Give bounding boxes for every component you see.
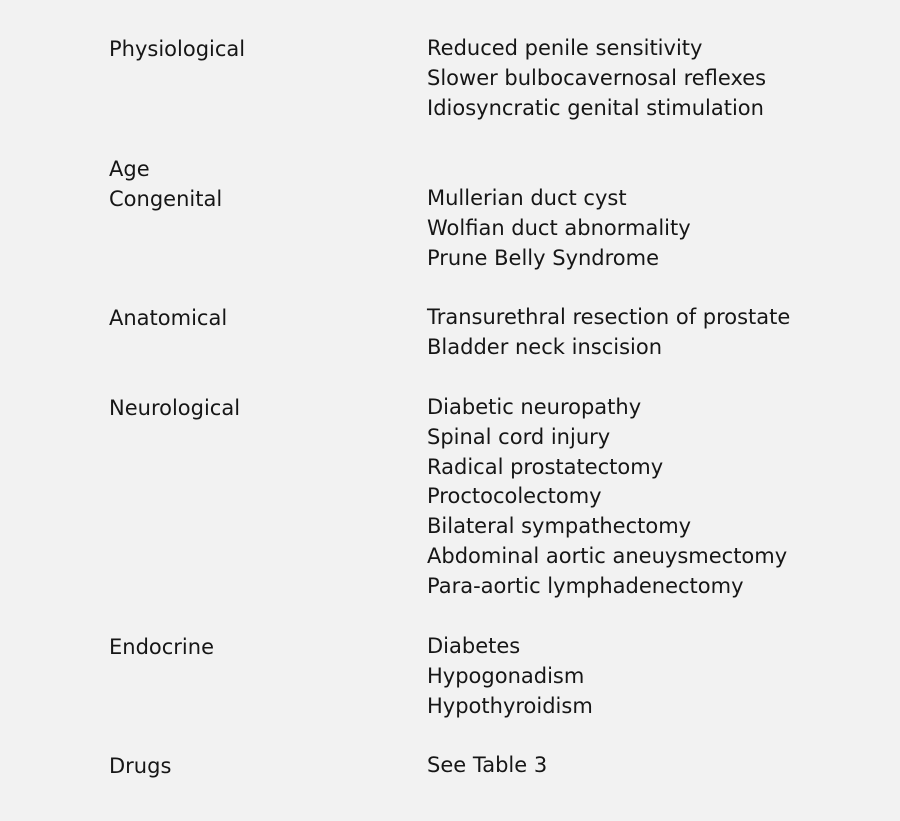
- cause-list: [427, 184, 691, 273]
- cause-list: [427, 34, 766, 123]
- cause-item: Diabetes: [427, 634, 521, 658]
- cause-item: Radical prostatectomy: [427, 454, 664, 479]
- cause-item: Bladder neck inscision: [427, 334, 663, 359]
- category-label: Age: [109, 157, 150, 181]
- cause-item: Para-aortic lymphadenectomy: [427, 573, 744, 598]
- cause-list: [427, 632, 593, 721]
- cause-item: Hypogonadism: [427, 663, 585, 688]
- cause-item: Diabetic neuropathy: [427, 395, 642, 419]
- cause-item: Bilateral sympathectomy: [427, 514, 692, 539]
- cause-item: Mullerian duct cyst: [427, 186, 627, 210]
- cause-item: Abdominal aortic aneuysmectomy: [427, 543, 788, 568]
- cause-item: Wolfian duct abnormality: [427, 215, 691, 240]
- cause-item: Slower bulbocavernosal reflexes: [427, 65, 767, 90]
- cause-item: Reduced penile sensitivity: [427, 36, 703, 60]
- cause-item: Idiosyncratic genital stimulation: [427, 95, 764, 120]
- cause-item: Prune Belly Syndrome: [427, 245, 660, 270]
- category-label: Drugs: [109, 754, 172, 778]
- category-label: Neurological: [109, 396, 241, 420]
- cause-list: [427, 393, 787, 602]
- category-label: Physiological: [109, 37, 246, 61]
- category-label: Endocrine: [109, 635, 214, 659]
- cause-item: Spinal cord injury: [427, 424, 611, 449]
- cause-item: See Table 3: [427, 753, 548, 777]
- category-label: Congenital: [109, 187, 223, 211]
- cause-item: Proctocolectomy: [427, 484, 602, 509]
- cause-item: Transurethral resection of prostate: [427, 305, 791, 329]
- cause-item: Hypothyroidism: [427, 693, 593, 718]
- cause-list: [427, 303, 790, 363]
- cause-list: [427, 751, 547, 781]
- category-label: Anatomical: [109, 306, 228, 330]
